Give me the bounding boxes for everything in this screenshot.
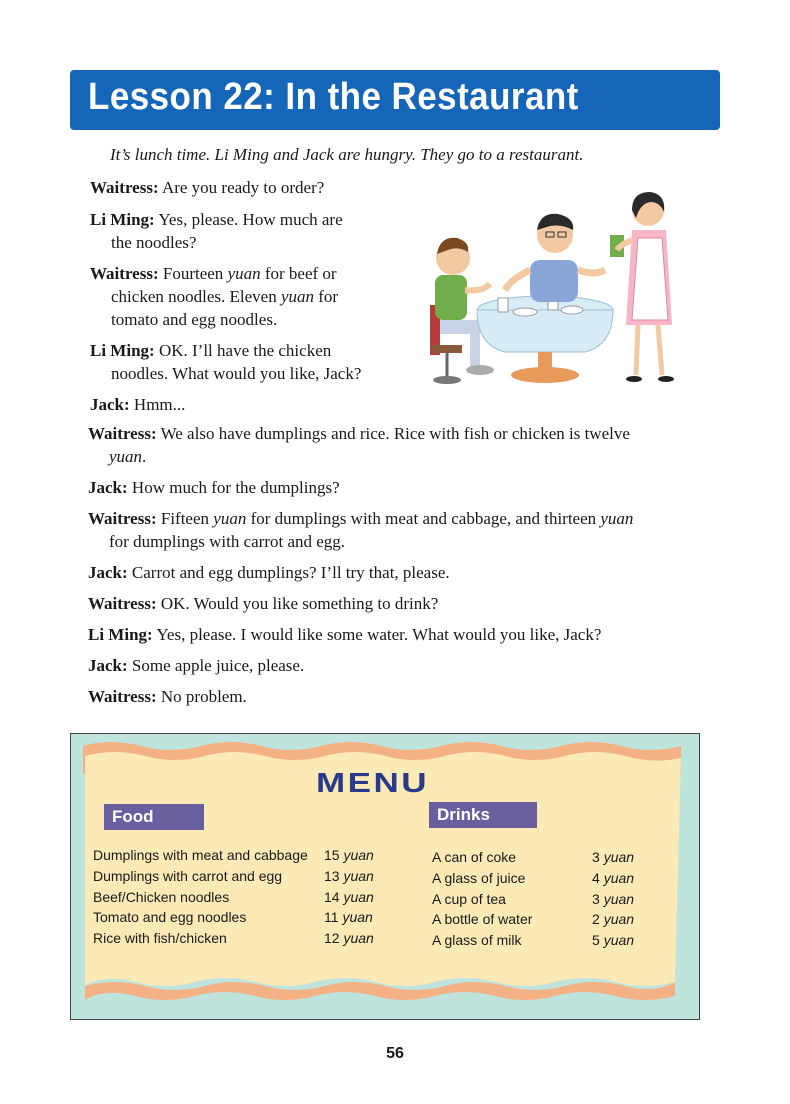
menu-drink-row (432, 911, 532, 927)
menu-item-name: A glass of juice (432, 870, 526, 886)
line-text: for beef or (260, 264, 337, 283)
price-unit: yuan (603, 911, 635, 927)
line-text-cont (88, 445, 630, 468)
price-unit: yuan (343, 847, 374, 863)
dialogue-line-6 (88, 422, 630, 468)
speaker: Waitress: (90, 264, 159, 283)
food-section-label: Food (104, 804, 204, 830)
menu-drink-price (592, 911, 634, 927)
line-text: No problem. (160, 687, 247, 706)
price-unit: yuan (603, 849, 635, 865)
dialogue-line-12 (88, 654, 304, 677)
menu-drink-price (592, 849, 634, 865)
line-text: Yes, please. How much are (158, 210, 343, 229)
menu-drink-price (592, 891, 634, 907)
menu-food-price (324, 868, 374, 884)
page-number: 56 (386, 1045, 404, 1062)
intro-text: It’s lunch time. Li Ming and Jack are hungry. They go to a restaurant. (110, 145, 584, 164)
price-value: 12 (324, 930, 340, 946)
speaker: Waitress: (88, 687, 157, 706)
menu-drink-row (432, 932, 521, 948)
price-value: 13 (324, 868, 340, 884)
currency-word: yuan (227, 264, 261, 283)
speaker: Li Ming: (88, 625, 153, 644)
menu-item-name: A bottle of water (432, 911, 533, 927)
line-text-cont (90, 285, 338, 308)
dialogue-line-1 (90, 176, 324, 199)
price-value: 3 (592, 891, 600, 907)
line-text-cont: tomato and egg noodles. (111, 310, 278, 329)
menu-food-row (93, 847, 308, 863)
menu-drink-row (432, 891, 506, 907)
dialogue-line-5 (90, 393, 185, 416)
price-unit: yuan (603, 932, 635, 948)
menu-food-price (324, 909, 373, 925)
line-text: How much for the dumplings? (131, 478, 340, 497)
line-text: chicken noodles. Eleven (111, 287, 281, 306)
table (477, 296, 613, 383)
dialogue-line-13 (88, 685, 247, 708)
line-text: . (142, 447, 147, 466)
menu-drink-row (432, 870, 525, 886)
menu-item-name: A glass of milk (432, 932, 522, 948)
price-unit: yuan (343, 930, 374, 946)
menu-title: MENU (316, 767, 430, 798)
speaker: Jack: (88, 478, 128, 497)
price-unit: yuan (342, 909, 373, 925)
price-unit: yuan (343, 889, 374, 905)
speaker: Waitress: (90, 178, 159, 197)
speaker: Waitress: (88, 594, 157, 613)
price-value: 2 (592, 911, 600, 927)
line-text: for dumplings with meat and cabbage, and thirteen (246, 509, 601, 528)
speaker: Waitress: (88, 424, 157, 443)
menu-food-row (93, 889, 229, 905)
menu-food-price (324, 930, 374, 946)
currency-word: yuan (600, 509, 634, 528)
price-unit: yuan (603, 891, 635, 907)
dialogue-line-2 (90, 208, 343, 254)
drinks-section-label: Drinks (429, 802, 537, 828)
currency-word: yuan (109, 447, 143, 466)
price-value: 3 (592, 849, 600, 865)
dialogue-line-11 (88, 623, 601, 646)
restaurant-illustration (410, 180, 710, 390)
speaker: Waitress: (88, 509, 157, 528)
menu-item-name: Rice with fish/chicken (93, 930, 227, 946)
lesson-title-bar (70, 70, 720, 130)
menu-item-name: Dumplings with carrot and egg (93, 868, 283, 884)
speaker: Li Ming: (90, 210, 155, 229)
price-unit: yuan (603, 870, 635, 886)
li-ming-figure (505, 214, 605, 302)
dialogue-line-4 (90, 339, 361, 385)
line-text: Fifteen (160, 509, 214, 528)
menu-item-name: Tomato and egg noodles (93, 909, 247, 925)
currency-word: yuan (213, 509, 247, 528)
menu-food-row (93, 868, 282, 884)
menu-food-price (324, 889, 374, 905)
lesson-title: Lesson 22: In the Restaurant (88, 76, 579, 118)
waitress-figure (610, 192, 674, 382)
speaker: Li Ming: (90, 341, 155, 360)
dialogue-line-8 (88, 507, 633, 553)
price-value: 11 (324, 909, 339, 925)
menu-food-row (93, 930, 227, 946)
line-text-cont: the noodles? (111, 233, 197, 252)
line-text: OK. I’ll have the chicken (158, 341, 332, 360)
menu-food-price (324, 847, 374, 863)
line-text-cont: noodles. What would you like, Jack? (111, 364, 362, 383)
menu-drink-price (592, 870, 634, 886)
speaker: Jack: (88, 656, 128, 675)
price-value: 15 (324, 847, 340, 863)
line-text: Fourteen (162, 264, 228, 283)
line-text: Are you ready to order? (161, 178, 325, 197)
speaker: Jack: (90, 395, 130, 414)
line-text: Some apple juice, please. (131, 656, 305, 675)
line-text: Yes, please. I would like some water. What would you like, Jack? (156, 625, 602, 644)
menu-drink-row (432, 849, 516, 865)
line-text: for (314, 287, 339, 306)
line-text: Carrot and egg dumplings? I’ll try that, please. (131, 563, 450, 582)
menu-drink-price (592, 932, 634, 948)
price-value: 4 (592, 870, 600, 886)
dialogue-line-9 (88, 561, 450, 584)
speaker: Jack: (88, 563, 128, 582)
line-text: OK. Would you like something to drink? (160, 594, 439, 613)
dialogue-line-10 (88, 592, 438, 615)
price-value: 5 (592, 932, 600, 948)
currency-word: yuan (280, 287, 314, 306)
line-text: Hmm... (133, 395, 186, 414)
menu-item-name: A can of coke (432, 849, 517, 865)
menu-item-name: Beef/Chicken noodles (93, 889, 230, 905)
dialogue-line-3 (90, 262, 338, 331)
price-unit: yuan (343, 868, 374, 884)
price-value: 14 (324, 889, 340, 905)
menu-food-row (93, 909, 246, 925)
dialogue-line-7 (88, 476, 340, 499)
line-text-cont: for dumplings with carrot and egg. (109, 532, 346, 551)
menu-card (70, 733, 700, 1020)
line-text: We also have dumplings and rice. Rice with fish or chicken is twelve (160, 424, 630, 443)
menu-item-name: Dumplings with meat and cabbage (93, 847, 308, 863)
menu-item-name: A cup of tea (432, 891, 506, 907)
